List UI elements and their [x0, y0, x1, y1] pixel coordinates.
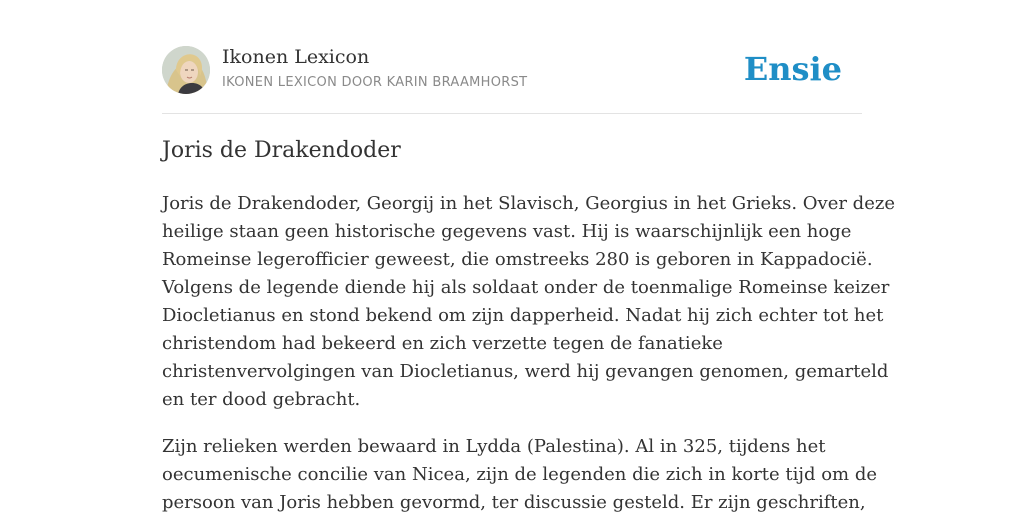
paragraph-line: Zijn relieken werden bewaard in Lydda (Palestina). Al in 325, tijdens het — [162, 436, 826, 457]
author-name[interactable]: Ikonen Lexicon — [222, 46, 370, 68]
paragraph-line: persoon van Joris hebben gevormd, ter discussie gesteld. Er zijn geschriften, — [162, 492, 866, 512]
paragraph-line: christenvervolgingen van Diocletianus, werd hij gevangen genomen, gemarteld — [162, 361, 889, 382]
paragraph-line: Volgens de legende diende hij als soldaat onder de toenmalige Romeinse keizer — [162, 277, 890, 298]
author-header — [162, 46, 862, 114]
paragraph-line: Romeinse legerofficier geweest, die omstreeks 280 is geboren in Kappadocië. — [162, 249, 873, 270]
paragraph-line: Diocletianus en stond bekend om zijn dapperheid. Nadat hij zich echter tot het — [162, 305, 884, 326]
avatar-portrait-icon — [162, 46, 210, 94]
article-title: Joris de Drakendoder — [162, 138, 401, 163]
paragraph-line: Joris de Drakendoder, Georgij in het Slavisch, Georgius in het Grieks. Over deze — [162, 193, 895, 214]
article-paragraph-1 — [162, 190, 895, 414]
brand-logo[interactable]: Ensie — [743, 50, 842, 88]
paragraph-line: en ter dood gebracht. — [162, 389, 361, 410]
author-subtitle: IKONEN LEXICON DOOR KARIN BRAAMHORST — [222, 75, 528, 90]
paragraph-line: heilige staan geen historische gegevens vast. Hij is waarschijnlijk een hoge — [162, 221, 852, 242]
paragraph-line: oecumenische concilie van Nicea, zijn de legenden die zich in korte tijd om de — [162, 464, 878, 485]
paragraph-line: christendom had bekeerd en zich verzette tegen de fanatieke — [162, 333, 723, 354]
author-avatar[interactable] — [162, 46, 210, 94]
article-paragraph-2 — [162, 433, 878, 512]
